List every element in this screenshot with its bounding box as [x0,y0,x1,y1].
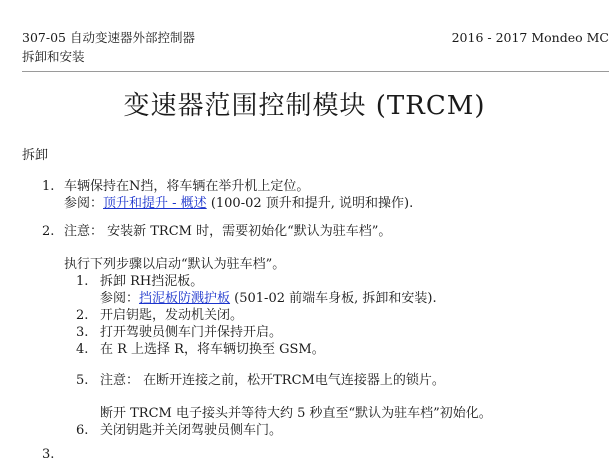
subsection-label: 拆卸和安装 [22,49,85,64]
reference-suffix: (100-02 顶升和提升, 说明和操作). [206,196,414,211]
step-2-intro: 执行下列步骤以启动“默认为驻车档”。 [64,257,286,272]
substep-6 [76,422,282,439]
substep-5 [76,372,445,389]
substep-number: 1. [76,274,89,289]
step-number: 1. [42,179,55,194]
reference-prefix: 参阅： [100,291,140,306]
header-divider [22,71,609,72]
substep-number: 3. [76,325,89,340]
vehicle-model: 2016 - 2017 Mondeo MC [451,30,609,45]
substep-note: 注意： 在断开连接之前，松开TRCM电气连接器上的锁片。 [100,373,445,388]
substep-number: 5. [76,373,89,388]
step-1 [42,178,309,195]
substep-text: 在 R 上选择 R，将车辆切换至 GSM。 [100,342,325,357]
substep-text: 关闭钥匙并关闭驾驶员侧车门。 [100,423,283,438]
reference-prefix: 参阅： [64,196,104,211]
step-note: 注意： 安装新 TRCM 时，需要初始化“默认为驻车档”。 [64,224,392,239]
step-1-reference [64,195,413,212]
substep-text: 开启钥匙，发动机关闭。 [100,308,244,323]
page-title: 变速器范围控制模块 (TRCM) [123,91,486,121]
substep-text: 打开驾驶员侧车门并保持开启。 [100,325,283,340]
reference-link-lifting[interactable]: 顶升和提升 - 概述 [103,196,207,211]
reference-link-splash-shield[interactable]: 挡泥板防溅护板 [139,291,231,306]
section-code: 307-05 自动变速器外部控制器 [22,30,195,45]
header-left [22,28,195,66]
substep-number: 6. [76,423,89,438]
step-text: 车辆保持在N挡，将车辆在举升机上定位。 [64,179,310,194]
step-number: 3. [42,447,55,462]
substep-4 [76,341,325,358]
reference-suffix: (501-02 前端车身板, 拆卸和安装). [230,291,437,306]
substep-number: 2. [76,308,89,323]
step-3 [42,446,64,463]
substep-2 [76,307,243,324]
step-2 [42,223,391,240]
section-heading: 拆卸 [22,148,49,163]
substep-1-reference [100,290,437,307]
substep-1 [76,273,203,290]
substep-3 [76,324,282,341]
substep-5-detail: 断开 TRCM 电子接头并等待大约 5 秒直至“默认为驻车档”初始化。 [100,406,492,421]
substep-text: 拆卸 RH挡泥板。 [100,274,204,289]
substep-number: 4. [76,342,89,357]
step-number: 2. [42,224,55,239]
